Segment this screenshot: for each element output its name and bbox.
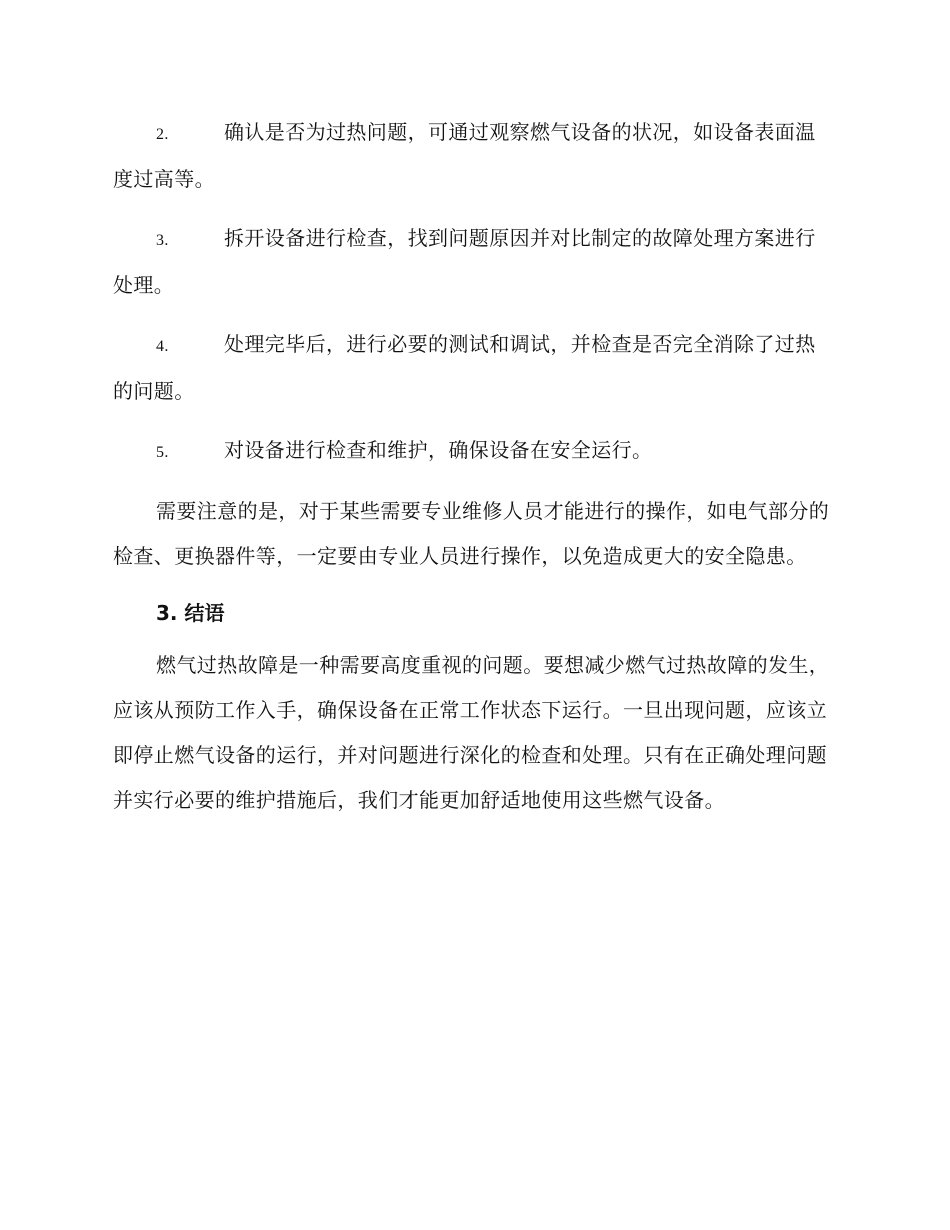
step-text: 对设备进行检查和维护，确保设备在安全运行。 [224,438,653,462]
section-heading-conclusion: 3. 结语 [156,601,225,625]
troubleshooting-steps [113,110,833,475]
step-text: 拆开设备进行检查，找到问题原因并对比制定的故障处理方案进行处理。 [113,226,816,297]
list-item [113,110,833,202]
step-number: 3. [156,232,169,249]
list-item [113,216,833,308]
step-number: 2. [156,126,169,143]
document-body [113,110,833,837]
step-number: 4. [156,338,169,355]
list-item [113,428,833,475]
step-number: 5. [156,444,169,461]
step-text: 确认是否为过热问题，可通过观察燃气设备的状况，如设备表面温度过高等。 [113,120,816,191]
step-text: 处理完毕后，进行必要的测试和调试，并检查是否完全消除了过热的问题。 [113,332,816,403]
list-item [113,322,833,414]
note-paragraph: 需要注意的是，对于某些需要专业维修人员才能进行的操作，如电气部分的检查、更换器件等，一定要由专业人员进行操作，以免造成更大的安全隐患。 [113,499,830,568]
conclusion-paragraph: 燃气过热故障是一种需要高度重视的问题。要想减少燃气过热故障的发生，应该从预防工作入手，确保设备在正常工作状态下运行。一旦出现问题，应该立即停止燃气设备的运行，并对问题进行深化的检查和处理。只有在正确处理问题并实行必要的维护措施后，我们才能更加舒适地使用这些燃气设备。 [113,653,830,812]
